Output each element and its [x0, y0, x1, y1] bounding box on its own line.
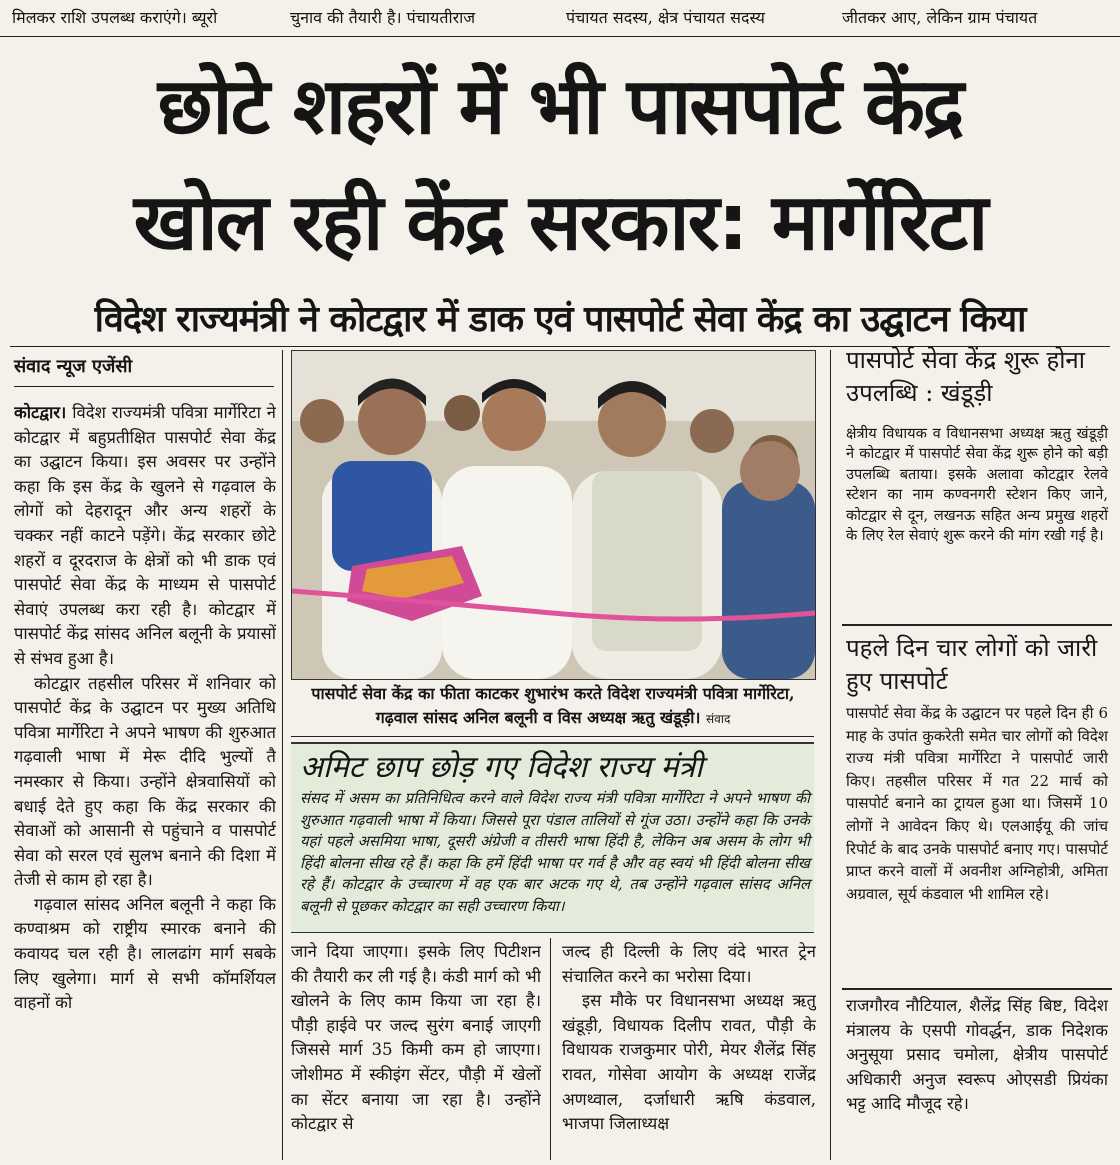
headline-line-2: खोल रही केंद्र सरकार: मार्गेरिटा [133, 178, 987, 268]
column-rule [550, 938, 551, 1160]
caption-text: पासपोर्ट सेवा केंद्र का फीता काटकर शुभारंभ करते विदेश राज्यमंत्री पवित्रा मार्गेरिटा, गढ़वाल सांसद अनिल बलूनी व विस अध्यक्ष ऋतु खंडूड़ी। [311, 684, 795, 727]
dateline: कोटद्वार। [14, 402, 67, 422]
sidebar-2-text: पासपोर्ट सेवा केंद्र के उद्घाटन पर पहले दिन ही 6 माह के उपांत कुकरेती समेत चार लोगों को विदेश राज्य मंत्री पवित्रा मार्गेरिटा ने पासपोर्ट जारी किए। तहसील परिसर में गत 22 मार्च को पासपोर्ट बनाने का ट्रायल हुआ था। जिसमें 10 लोगों ने आवेदन किए थे। एलआईयू की जांच रिपोर्ट के बाद उनके पासपोर्ट बनाए गए। पासपोर्ट प्राप्त करने वालों में अवनीश अग्निहोत्री, अमिता अग्रवाल, सूर्य कंडवाल भी शामिल रहे। [846, 704, 1108, 903]
photo-caption [294, 682, 812, 731]
story-paragraph: जल्द ही दिल्ली के लिए वंदे भारत ट्रेन संचालित करने का भरोसा दिया। [562, 942, 816, 986]
divider [842, 624, 1112, 626]
story-paragraph: राजगौरव नौटियाल, शैलेंद्र सिंह बिष्ट, विदेश मंत्रालय के एसपी गोवर्द्धन, डाक निदेशक अनुसूया प्रसाद चमोला, क्षेत्रीय पासपोर्ट अधिकारी अनुज स्वरूप ओएसडी प्रियंका भट्ट आदि मौजूद रहे। [846, 996, 1108, 1114]
main-story-column-2 [291, 940, 541, 1160]
story-paragraph: गढ़वाल सांसद अनिल बलूनी ने कहा कि कण्वाश्रम को राष्ट्रीय स्मारक बनाने की कवायद चल रही है। लालढांग मार्ग सबके लिए खुलेगा। मार्ग से सभी कॉमर्शियल वाहनों को [14, 894, 276, 1013]
column-rule [282, 350, 283, 1160]
boxed-story-text: संसद में असम का प्रतिनिधित्व करने वाले विदेश राज्य मंत्री पवित्रा मार्गेरिटा ने अपने भाषण की शुरुआत गढ़वाली भाषा में किया। जिससे पूरा पंडाल तालियों से गूंज उठा। उन्होंने कहा कि उनके यहां पहले असमिया भाषा, दूसरी अंग्रेजी व तीसरी भाषा हिंदी है, लेकिन अब असम के लोग भी हिंदी बोलना सीख रहे हैं। कहा कि हमें हिंदी भाषा पर गर्व है और वह स्वयं भी हिंदी बोलना सीख रहे हैं। कोटद्वार के उच्चारण में वह एक बार अटक गए थे, तब उन्होंने गढ़वाल सांसद अनिल बलूनी से पूछकर कोटद्वार का सही उच्चारण किया। [300, 790, 810, 915]
top-strip-fragment: पंचायत सदस्य, क्षेत्र पंचायत सदस्य [566, 8, 765, 27]
boxed-story-title: अमिट छाप छोड़ गए विदेश राज्य मंत्री [300, 750, 703, 785]
main-story-column-3 [562, 940, 816, 1160]
divider [291, 736, 814, 737]
top-strip-fragment: जीतकर आए, लेकिन ग्राम पंचायत [842, 8, 1038, 27]
divider [842, 988, 1112, 990]
story-paragraph: इस मौके पर विधानसभा अध्यक्ष ऋतु खंडूड़ी, विधायक दिलीप रावत, पौड़ी के विधायक राजकुमार पोरी, मेयर शैलेंद्र सिंह रावत, गोसेवा आयोग के अध्यक्ष राजेंद्र अणथ्वाल, दर्जाधारी ऋषि कंडवाल, भाजपा जिलाध्यक्ष [562, 991, 816, 1134]
story-paragraph: कोटद्वार तहसील परिसर में शनिवार को पासपोर्ट केंद्र के उद्घाटन पर मुख्य अतिथि पवित्रा मार्गेरिटा ने अपने भाषण की शुरुआत गढ़वाली भाषा में मेरू दीदि भुल्यों तै नमस्कार से किया। उन्होंने क्षेत्रवासियों को बधाई देते हुए कहा कि केंद्र सरकार की सेवाओं को आसानी से पहुंचाने व पासपोर्ट सेवा को सरल एवं सुलभ बनाने की दिशा में तेजी से काम हो रहा है। [14, 673, 276, 890]
divider [14, 386, 274, 387]
divider [0, 36, 1120, 37]
story-paragraph: विदेश राज्यमंत्री पवित्रा मार्गेरिटा ने कोटद्वार में बहुप्रतीक्षित पासपोर्ट सेवा केंद्र का उद्घाटन किया। इस अवसर पर उन्होंने कहा कि इस केंद्र के खुलने से गढ़वाल के लोगों को देहरादून और अन्य शहरों के चक्कर नहीं काटने पड़ेंगे। केंद्र सरकार छोटे शहरों व दूरदराज के क्षेत्रों को भी डाक एवं पासपोर्ट सेवा केंद्र के माध्यम से पासपोर्ट सेवाएं उपलब्ध करा रही है। कोटद्वार में पासपोर्ट केंद्र सांसद अनिल बलूनी के प्रयासों से संभव हुआ है। [14, 403, 276, 668]
column-rule [830, 350, 831, 1160]
news-photo [291, 350, 816, 680]
subheadline: विदेश राज्यमंत्री ने कोटद्वार में डाक एवं पासपोर्ट सेवा केंद्र का उद्घाटन किया [94, 299, 1026, 340]
top-strip-fragment: मिलकर राशि उपलब्ध कराएंगे। ब्यूरो [12, 8, 218, 27]
story-paragraph: जाने दिया जाएगा। इसके लिए पिटीशन की तैयारी कर ली गई है। कंडी मार्ग को भी खोलने के लिए काम किया जा रहा है। पौड़ी हाईवे पर जल्द सुरंग बनाई जाएगी जिससे मार्ग 35 किमी कम हो जाएगा। जोशीमठ में स्कीइंग सेंटर, पौड़ी में खेलों का सेंटर बनाया जा रहा है। उन्होंने कोटद्वार से [291, 942, 541, 1134]
main-story-column-4 [846, 994, 1108, 1160]
sidebar-1-title: पासपोर्ट सेवा केंद्र शुरू होना उपलब्धि : खंडूड़ी [846, 346, 1085, 407]
caption-credit: संवाद [706, 712, 731, 726]
byline: संवाद न्यूज एजेंसी [14, 356, 133, 377]
sidebar-2-title: पहले दिन चार लोगों को जारी हुए पासपोर्ट [846, 634, 1098, 695]
top-strip [0, 0, 1120, 36]
headline-line-1: छोटे शहरों में भी पासपोर्ट केंद्र [157, 62, 963, 152]
top-strip-fragment: चुनाव की तैयारी है। पंचायतीराज [290, 8, 476, 27]
sidebar-1-text: क्षेत्रीय विधायक व विधानसभा अध्यक्ष ऋतु खंडूड़ी ने कोटद्वार में पासपोर्ट सेवा केंद्र शुरू होने को बड़ी उपलब्धि बताया। इसके अलावा कोटद्वार रेलवे स्टेशन का नाम कण्वनगरी स्टेशन किए जाने, कोटद्वार से दून, लखनऊ सहित अन्य प्रमुख शहरों के लिए रेल सेवाएं शुरू करने की मांग रखी गई है। [846, 425, 1108, 545]
main-story-column-1 [14, 400, 276, 1160]
